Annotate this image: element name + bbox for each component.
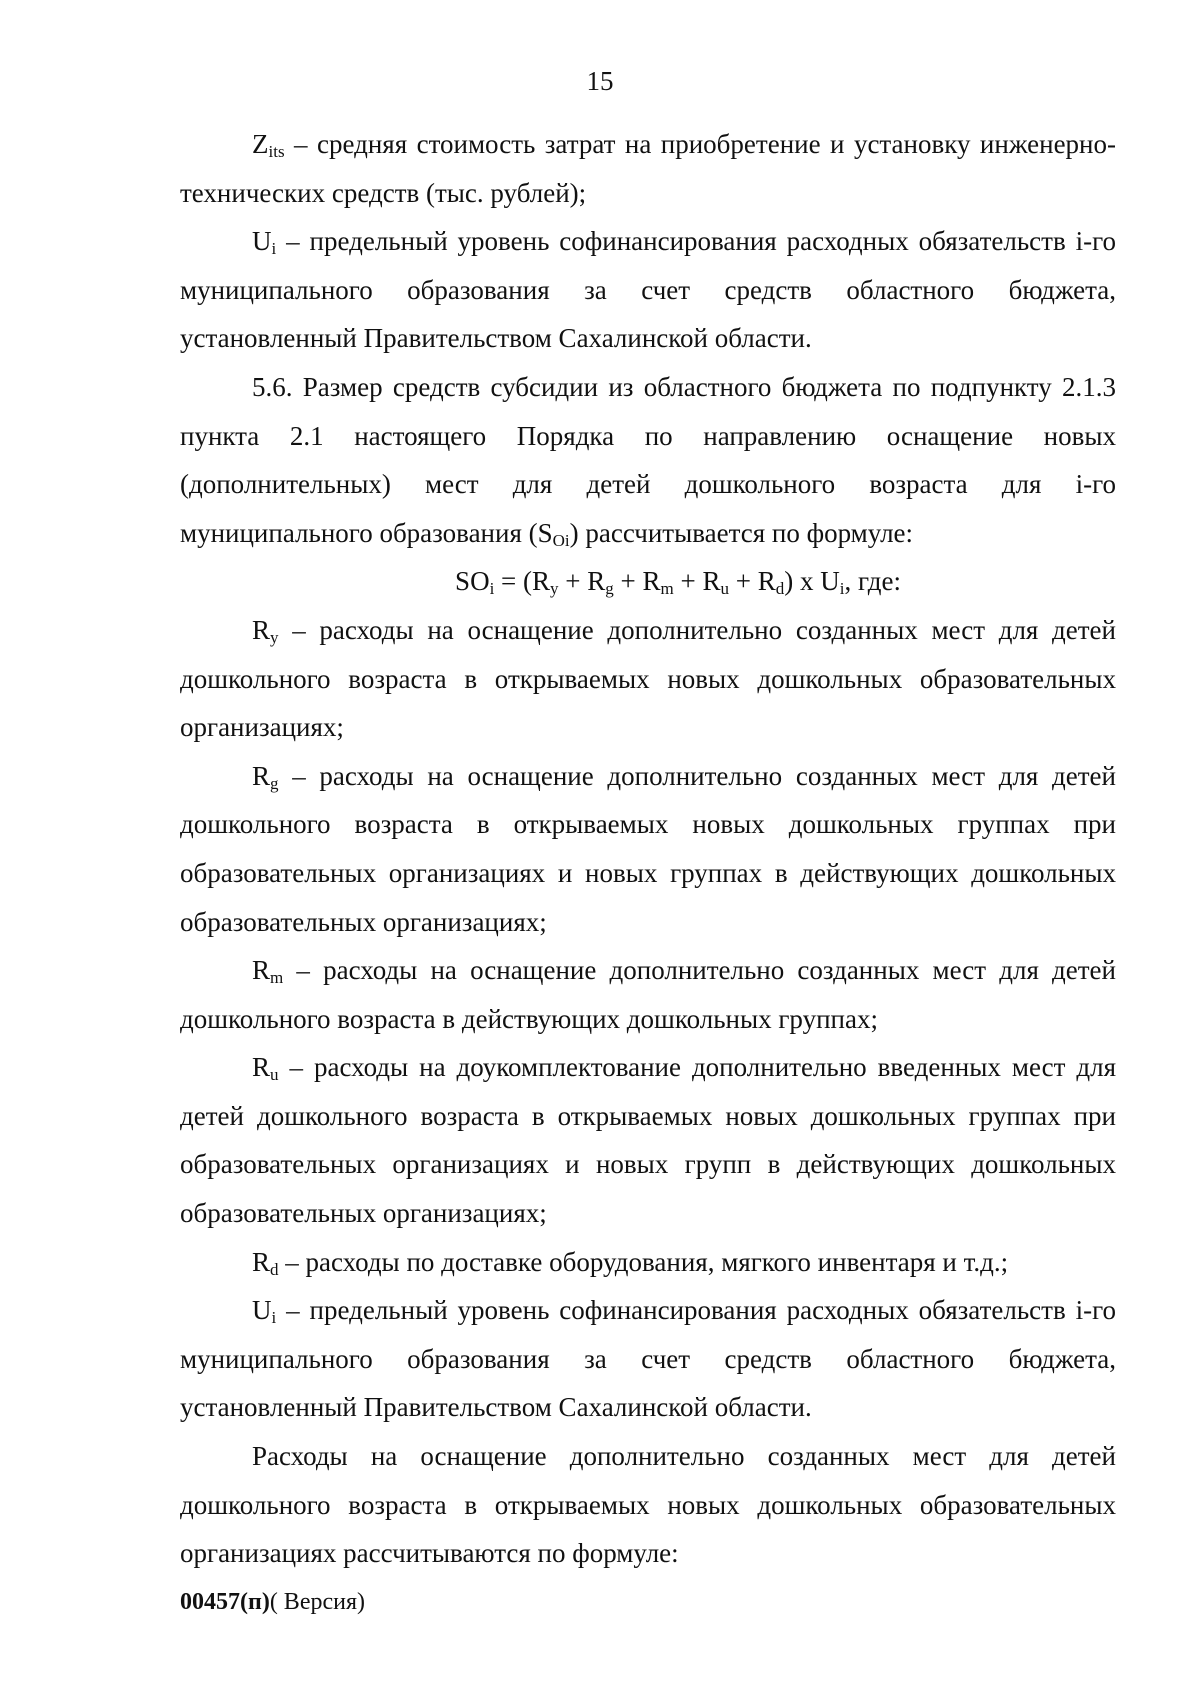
formula-subscript: d: [775, 579, 785, 599]
symbol-subscript: Oi: [552, 530, 570, 550]
symbol-subscript: m: [270, 968, 284, 988]
formula-subscript: y: [550, 579, 559, 599]
symbol-subscript: u: [270, 1065, 279, 1085]
paragraph-rg-definition: [180, 752, 1116, 946]
formula-subscript: m: [660, 579, 674, 599]
paragraph-rm-definition: [180, 946, 1116, 1043]
formula-subscript: i: [489, 579, 495, 599]
formula-part: = (R: [494, 566, 551, 597]
formula-subscript: u: [720, 579, 730, 599]
paragraph-ui-definition-2: [180, 1286, 1116, 1432]
paragraph-text: ) рассчитывается по формуле:: [569, 517, 914, 548]
symbol-subscript: y: [270, 627, 279, 647]
definition-text: – расходы на оснащение дополнительно созданных мест для детей дошкольного возраста в открываемых новых дошкольных образовательных организациях;: [180, 614, 1116, 743]
symbol: U: [252, 226, 272, 257]
formula-part: SO: [455, 566, 490, 597]
symbol: R: [252, 760, 271, 791]
definition-text: – расходы на оснащение дополнительно созданных мест для детей дошкольного возраста в действующих дошкольных группах;: [180, 955, 1116, 1034]
paragraph-text: 5.6. Размер средств субсидии из областного бюджета по подпункту 2.1.3 пункта 2.1 настоящего Порядка по направлению оснащение новых (дополнительных) мест для детей дошкольного возраста для i-го муниципального образования (S: [180, 371, 1116, 548]
paragraph-text: Расходы на оснащение дополнительно созданных мест для детей дошкольного возраста в открываемых новых дошкольных образовательных организациях рассчитываются по формуле:: [180, 1441, 1116, 1569]
paragraph-ui-definition: [180, 217, 1116, 363]
formula-part: + R: [558, 566, 606, 597]
definition-text: – предельный уровень софинансирования расходных обязательств i-го муниципального образования за счет средств областного бюджета, установленный Правительством Сахалинской области.: [180, 1295, 1116, 1423]
formula-subscript: g: [605, 579, 614, 599]
document-body: [180, 120, 1116, 1578]
symbol-subscript: i: [271, 1308, 277, 1328]
page-number: 15: [586, 66, 614, 96]
symbol: R: [252, 955, 271, 986]
formula-part: + R: [729, 566, 776, 597]
formula-subscript: i: [839, 579, 845, 599]
definition-text: – расходы на оснащение дополнительно созданных мест для детей дошкольного возраста в открываемых новых дошкольных группах при образовательных организациях и новых группах в действующих дошкольных образовательных организациях;: [180, 760, 1116, 937]
symbol: R: [252, 1246, 271, 1277]
document-code: 00457(п): [180, 1589, 270, 1615]
formula-part: + R: [673, 566, 721, 597]
symbol-subscript: g: [270, 773, 279, 793]
definition-text: – расходы по доставке оборудования, мягкого инвентаря и т.д.;: [278, 1246, 1009, 1277]
paragraph-ru-definition: [180, 1043, 1116, 1237]
symbol-subscript: i: [271, 239, 277, 259]
paragraph-5-6: [180, 363, 1116, 557]
paragraph-expenses-intro: [180, 1432, 1116, 1578]
symbol: R: [252, 614, 271, 645]
definition-text: – предельный уровень софинансирования расходных обязательств i-го муниципального образования за счет средств областного бюджета, установленный Правительством Сахалинской области.: [180, 226, 1116, 354]
document-footer: [180, 1587, 365, 1617]
paragraph-ry-definition: [180, 606, 1116, 752]
symbol: Z: [252, 129, 269, 159]
formula-part: , где:: [844, 566, 901, 597]
definition-text: – средняя стоимость затрат на приобретение и установку инженерно-технических средств (тыс. рублей);: [180, 129, 1116, 208]
formula-part: + R: [613, 566, 661, 597]
document-version: ( Версия): [269, 1589, 365, 1615]
definition-text: – расходы на доукомплектование дополнительно введенных мест для детей дошкольного возраста в открываемых новых дошкольных группах при образовательных организациях и новых групп в действующих дошкольных образовательных организациях;: [180, 1052, 1116, 1229]
symbol-subscript: d: [270, 1259, 279, 1279]
formula-part: ) x U: [784, 566, 840, 597]
symbol: U: [252, 1295, 272, 1326]
symbol: R: [252, 1052, 271, 1083]
paragraph-rd-definition: [180, 1238, 1116, 1287]
formula-so: [180, 557, 1116, 606]
paragraph-zits-definition: [180, 120, 1116, 217]
symbol-subscript: its: [268, 142, 285, 161]
